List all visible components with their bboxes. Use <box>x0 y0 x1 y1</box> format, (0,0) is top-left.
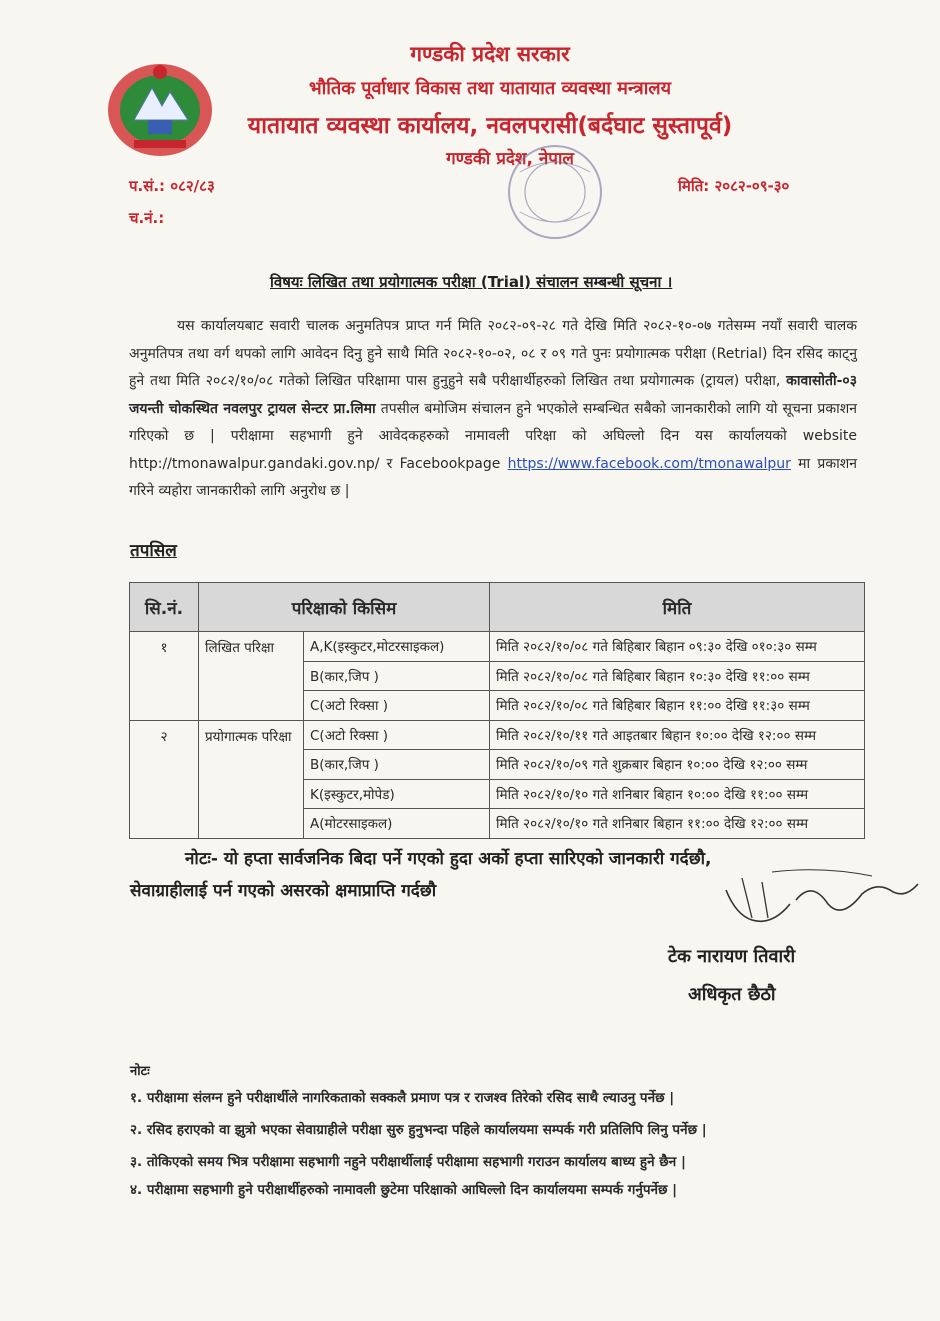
date-cell: मिति २०८२/१०/०८ गते बिहिबार बिहान १०:३० देखि ११:०० सम्म <box>490 661 865 691</box>
signatory-title: अधिकृत छैठौ <box>688 984 776 1005</box>
exam-schedule-table <box>129 582 865 839</box>
header-exam-type: परिक्षाको किसिम <box>199 583 490 632</box>
notice-date: मिति: २०८२-०९-३० <box>678 177 790 195</box>
body-part-1: यस कार्यालयबाट सवारी चालक अनुमतिपत्र प्राप्त गर्न मिति २०८२-०९-२८ गते देखि मिति २०८२-१०-०७ गतेसम्म नयाँ सवारी चालक अनुमतिपत्र तथा वर्ग थपको लागि आवेदन दिनु हुने साथै मिति २०८२-१०-०२, ०८ र ०९ गते पुनः प्रयोगात्मक परीक्षा (Retrial) दिन रसिद काट्नु हुने तथा मिति २०८२/१०/०८ गतेको लिखित परिक्षामा पास हुनुहुने सबै परीक्षार्थीहरुको लिखित तथा प्रयोगात्मक (ट्रायल) परीक्षा, <box>129 318 857 389</box>
body-part-3: मा प्रकाशन गरिने व्यहोरा जानकारीको लागि अनुरोध छ | <box>129 455 857 499</box>
venue-text: कावासोती-०३ जयन्ती चोकस्थित नवलपुर ट्रायल सेन्टर प्रा.लिमा <box>129 373 857 417</box>
facebook-link[interactable]: https://www.facebook.com/tmonawalpur <box>507 455 791 472</box>
serial-cell: १ <box>130 632 199 721</box>
exam-type-cell: लिखित परिक्षा <box>199 632 304 721</box>
postponement-remark-line1: नोटः- यो हप्ता सार्वजनिक बिदा पर्ने गएको हुदा अर्को हप्ता सारिएको जानकारी गर्दछौ, <box>185 849 712 869</box>
header-serial: सि.नं. <box>130 583 199 632</box>
note-item: ४. परीक्षामा सहभागी हुने परीक्षार्थीहरुको नामावली छुटेमा परिक्षाको आघिल्लो दिन कार्यालयमा सम्पर्क गर्नुपर्नेछ | <box>130 1182 678 1198</box>
category-cell: C(अटो रिक्सा ) <box>304 691 490 721</box>
note-item: २. रसिद हराएको वा झुत्रो भएका सेवाग्राहीले परीक्षा सुरु हुनुभन्दा पहिले कार्यालयमा सम्पर्क गरी प्रतिलिपि लिनु पर्नेछ | <box>130 1122 707 1138</box>
header-office: यातायात व्यवस्था कार्यालय, नवलपरासी(बर्दघाट सुस्तापूर्व) <box>247 113 733 139</box>
table-header-row <box>130 583 865 632</box>
serial-cell: २ <box>130 720 199 838</box>
notice-subject: विषयः लिखित तथा प्रयोगात्मक परीक्षा (Trial) संचालन सम्बन्धी सूचना । <box>270 273 673 291</box>
table-row <box>130 632 865 662</box>
header-ministry: भौतिक पूर्वाधार विकास तथा यातायात व्यवस्था मन्त्रालय <box>308 78 672 99</box>
schedule-heading: तपसिल <box>130 541 177 561</box>
category-cell: K(इस्कुटर,मोपेड) <box>304 779 490 809</box>
header-province: गण्डकी प्रदेश, नेपाल <box>446 149 574 169</box>
note-item: १. परीक्षामा संलग्न हुने परीक्षार्थीले नागरिकताको सक्कलै प्रमाण पत्र र राजश्व तिरेको रसिद साथै ल्याउनु पर्नेछ | <box>130 1090 675 1106</box>
date-cell: मिति २०८२/१०/११ गते आइतबार बिहान १०:०० देखि १२:०० सम्म <box>490 720 865 750</box>
exam-type-cell: प्रयोगात्मक परिक्षा <box>199 720 304 838</box>
category-cell: A(मोटरसाइकल) <box>304 809 490 839</box>
date-cell: मिति २०८२/१०/०८ गते बिहिबार बिहान ०९:३० देखि ०१०:३० सम्म <box>490 632 865 662</box>
category-cell: B(कार,जिप ) <box>304 661 490 691</box>
table-row <box>130 720 865 750</box>
reference-number: प.सं.: ०८२/८३ <box>129 177 215 195</box>
header-date: मिति <box>490 583 865 632</box>
note-item: ३. तोकिएको समय भित्र परीक्षामा सहभागी नहुने परीक्षार्थीलाई परीक्षामा सहभागी गराउन कार्यालय बाध्य हुने छैन | <box>130 1154 686 1170</box>
header-government: गण्डकी प्रदेश सरकार <box>410 42 570 66</box>
category-cell: C(अटो रिक्सा ) <box>304 720 490 750</box>
date-cell: मिति २०८२/१०/१० गते शनिबार बिहान १०:०० देखि ११:०० सम्म <box>490 779 865 809</box>
notice-body <box>129 313 857 506</box>
handwritten-signature-icon <box>712 860 932 940</box>
notes-heading: नोटः <box>130 1064 150 1079</box>
date-cell: मिति २०८२/१०/१० गते शनिबार बिहान ११:०० देखि १२:०० सम्म <box>490 809 865 839</box>
office-stamp-icon <box>480 142 630 242</box>
date-cell: मिति २०८२/१०/०९ गते शुक्रबार बिहान १०:०० देखि १२:०० सम्म <box>490 750 865 780</box>
body-part-2: तपसील बमोजिम संचालन हुने भएकोले सम्बन्धित सबैको जानकारीको लागि यो सूचना प्रकाशन गरिएको छ | परीक्षामा सहभागी हुने आवेदकहरुको नामावली परिक्षा को अघिल्लो दिन यस कार्यालयको website http://tmonawalpur.gandaki.gov.np/ र Facebookpage <box>129 400 858 472</box>
category-cell: B(कार,जिप ) <box>304 750 490 780</box>
category-cell: A,K(इस्कुटर,मोटरसाइकल) <box>304 632 490 662</box>
date-cell: मिति २०८२/१०/०८ गते बिहिबार बिहान ११:०० देखि ११:३० सम्म <box>490 691 865 721</box>
dispatch-number: च.नं.: <box>129 209 165 227</box>
signatory-name: टेक नारायण तिवारी <box>668 946 796 967</box>
postponement-remark-line2: सेवाग्राहीलाई पर्न गएको असरको क्षमाप्राप्ति गर्दछौ <box>130 881 437 901</box>
